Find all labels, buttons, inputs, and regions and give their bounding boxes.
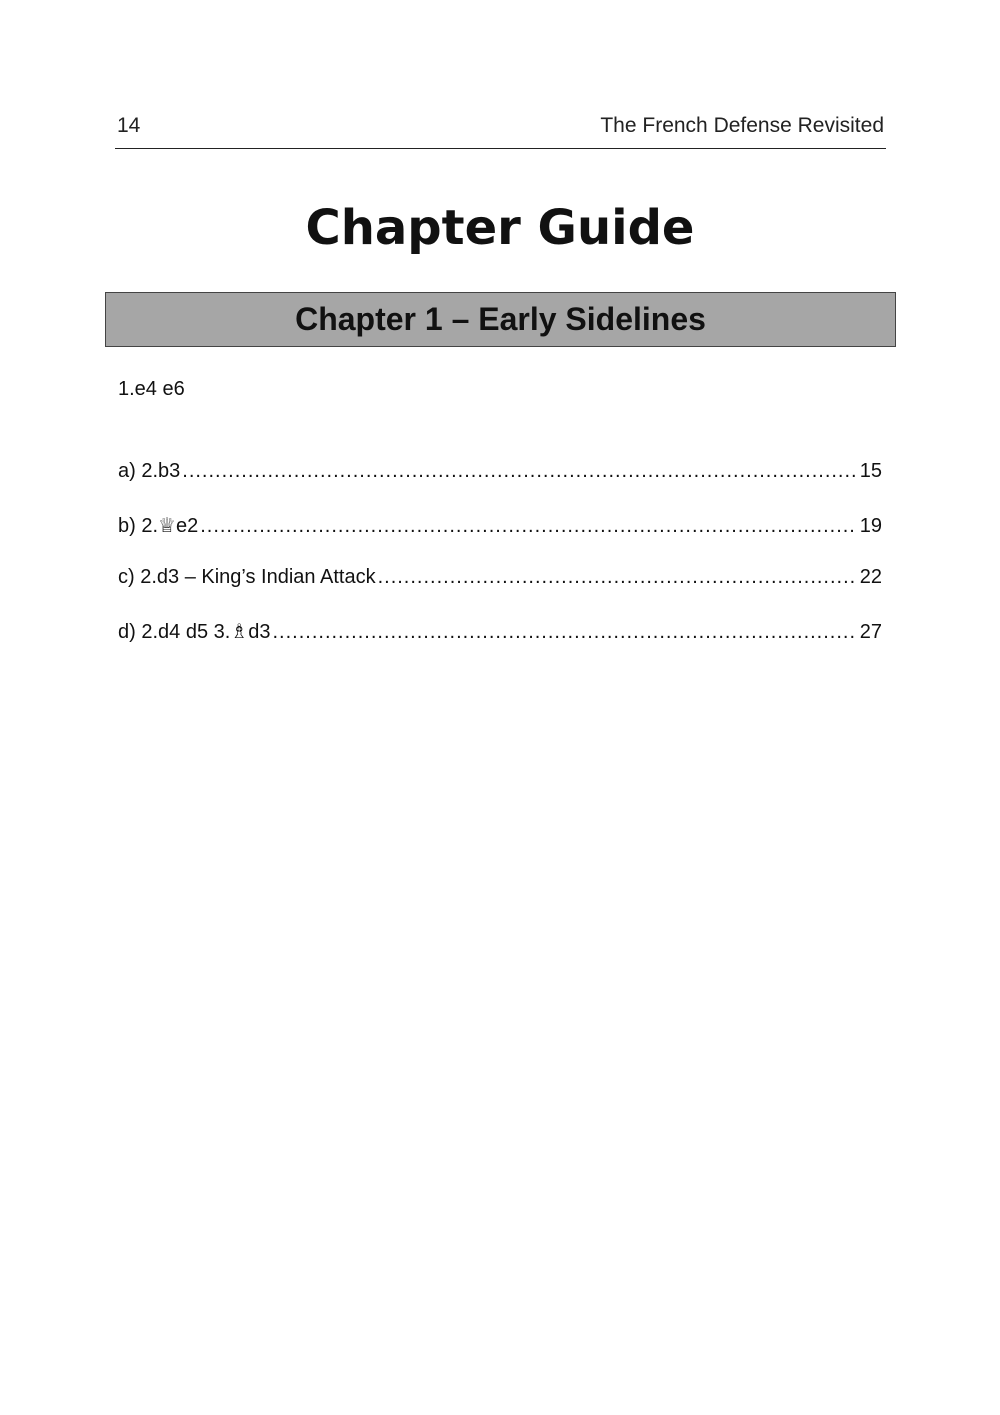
toc-entry-b[interactable] xyxy=(118,513,882,566)
toc-leader-dots xyxy=(378,566,856,589)
toc-leader-dots xyxy=(272,621,855,644)
toc-leader-dots xyxy=(182,460,855,483)
page-title: Chapter Guide xyxy=(305,200,695,256)
toc-entry-label: a) 2.b3 xyxy=(118,460,181,482)
running-header xyxy=(115,112,886,149)
chapter-banner xyxy=(105,292,896,347)
book-title: The French Defense Revisited xyxy=(600,114,884,137)
toc-entry-label: c) 2.d3 – King’s Indian Attack xyxy=(118,566,376,588)
page-number: 14 xyxy=(117,114,141,137)
toc-entry-d[interactable] xyxy=(118,619,882,672)
chapter-intro-moves: 1.e4 e6 xyxy=(118,378,185,400)
toc-leader-dots xyxy=(200,515,856,538)
toc-entry-a[interactable] xyxy=(118,460,882,513)
toc-entry-label: d) 2.d4 d5 3.♗d3 xyxy=(118,621,271,643)
table-of-contents xyxy=(118,460,882,672)
toc-entry-page: 19 xyxy=(859,515,882,537)
toc-entry-page: 27 xyxy=(859,621,882,643)
chapter-heading: Chapter 1 – Early Sidelines xyxy=(295,301,706,337)
toc-entry-label: b) 2.♕e2 xyxy=(118,515,199,537)
toc-entry-page: 15 xyxy=(859,460,882,482)
toc-entry-c[interactable] xyxy=(118,566,882,619)
toc-entry-page: 22 xyxy=(859,566,882,588)
